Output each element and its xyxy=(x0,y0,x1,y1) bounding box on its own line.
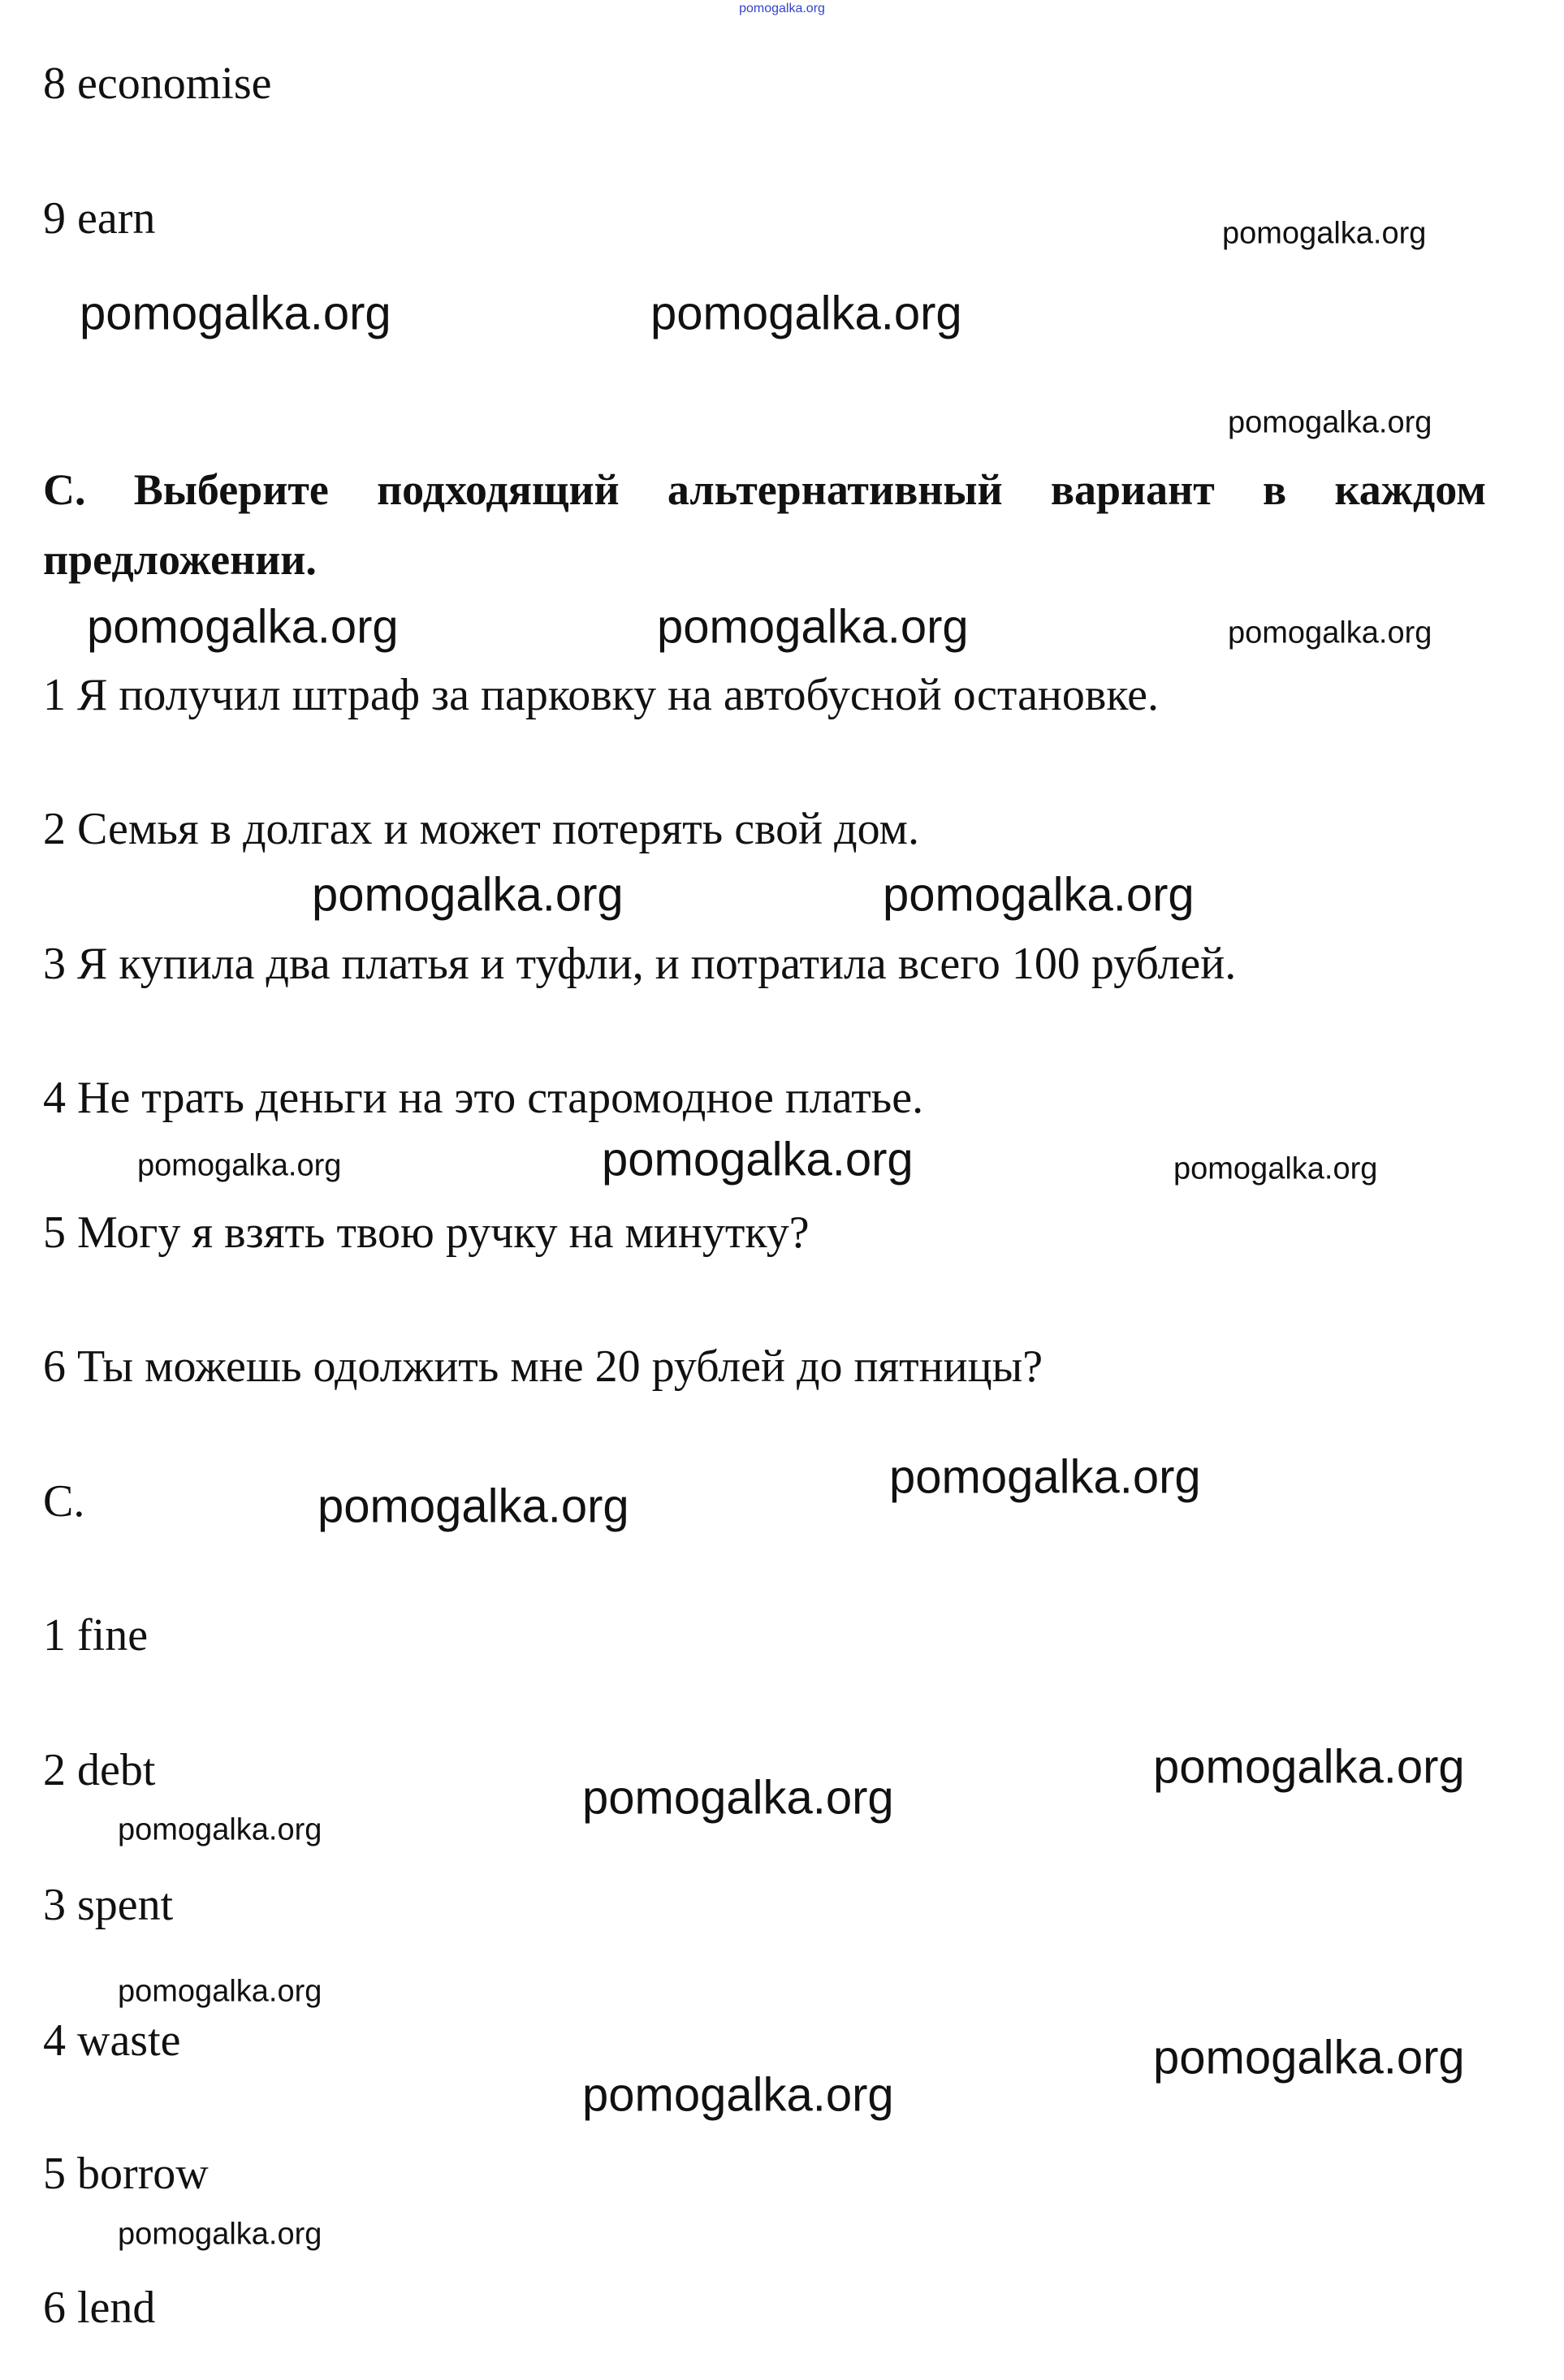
section-heading: C. Выберите подходящий альтернативный вариант в каждом предложении. xyxy=(43,465,1486,584)
watermark: pomogalka.org xyxy=(137,1148,342,1183)
watermark: pomogalka.org xyxy=(118,1812,322,1847)
sentence-3: 3 Я купила два платья и туфли, и потратила всего 100 рублей. xyxy=(43,939,1237,989)
item-9: 9 earn xyxy=(43,193,156,244)
watermark: pomogalka.org xyxy=(1222,216,1427,251)
watermark: pomogalka.org xyxy=(87,600,399,654)
watermark: pomogalka.org xyxy=(1173,1151,1378,1186)
answers-label: C. xyxy=(43,1476,85,1527)
watermark: pomogalka.org xyxy=(1153,2031,1465,2084)
watermark: pomogalka.org xyxy=(1153,1740,1465,1794)
watermark: pomogalka.org xyxy=(883,868,1195,922)
answer-6: 6 lend xyxy=(43,2283,156,2333)
watermark: pomogalka.org xyxy=(80,287,391,340)
watermark: pomogalka.org xyxy=(118,2217,322,2252)
answer-4: 4 waste xyxy=(43,2015,181,2066)
watermark: pomogalka.org xyxy=(657,600,969,654)
watermark: pomogalka.org xyxy=(889,1450,1201,1504)
watermark: pomogalka.org xyxy=(1228,616,1432,650)
watermark: pomogalka.org xyxy=(318,1479,629,1533)
watermark: pomogalka.org xyxy=(1228,405,1432,440)
item-8: 8 economise xyxy=(43,58,272,109)
watermark: pomogalka.org xyxy=(582,2068,894,2122)
watermark: pomogalka.org xyxy=(650,287,962,340)
answer-3: 3 spent xyxy=(43,1880,174,1930)
sentence-1: 1 Я получил штраф за парковку на автобусной остановке. xyxy=(43,670,1159,720)
watermark: pomogalka.org xyxy=(602,1133,914,1186)
watermark: pomogalka.org xyxy=(312,868,624,922)
sentence-4: 4 Не трать деньги на это старомодное платье. xyxy=(43,1073,924,1123)
answer-2: 2 debt xyxy=(43,1745,156,1795)
answer-1: 1 fine xyxy=(43,1610,149,1661)
sentence-6: 6 Ты можешь одолжить мне 20 рублей до пятницы? xyxy=(43,1341,1043,1392)
sentence-5: 5 Могу я взять твою ручку на минутку? xyxy=(43,1207,810,1258)
header-watermark: pomogalka.org xyxy=(739,2,825,15)
answer-5: 5 borrow xyxy=(43,2149,209,2199)
watermark: pomogalka.org xyxy=(582,1771,894,1825)
sentence-2: 2 Семья в долгах и может потерять свой дом. xyxy=(43,804,919,854)
watermark: pomogalka.org xyxy=(118,1974,322,2009)
